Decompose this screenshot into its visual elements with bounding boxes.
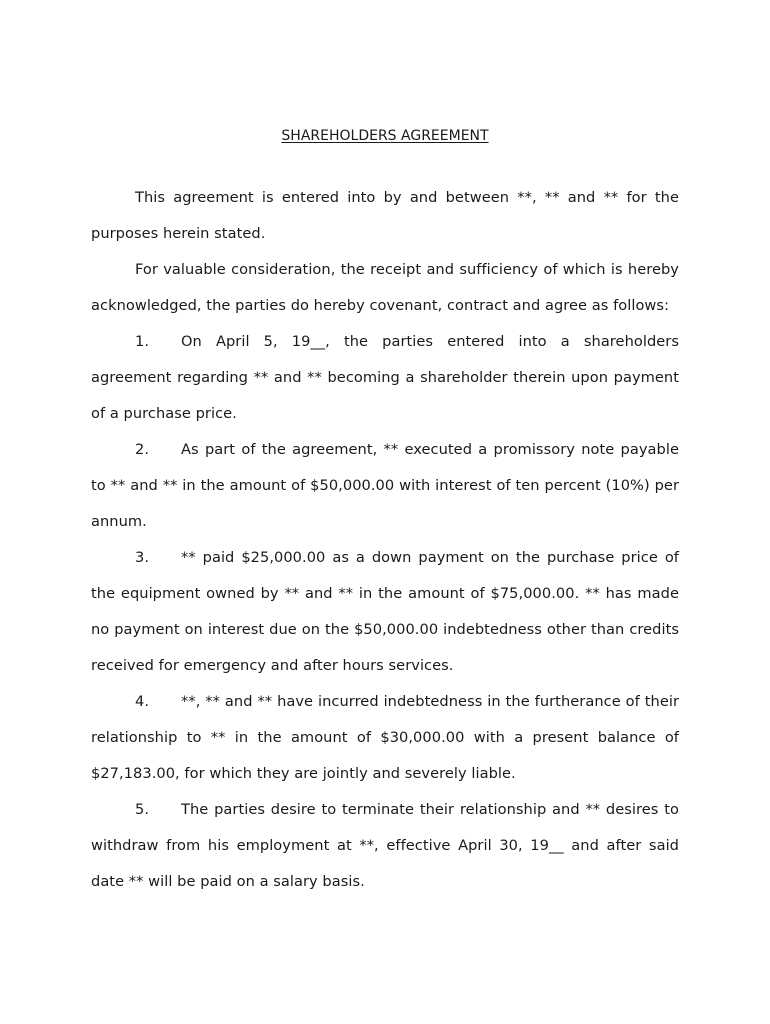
clause-text: The parties desire to terminate their relationship and ** desires to withdraw from his employment at **, effective April 30, 19__ and after said date ** will be paid on a salary basis. [91, 801, 679, 890]
document-body [91, 180, 679, 900]
clause-number: 4. [135, 693, 150, 710]
clause-number: 5. [135, 801, 150, 818]
intro-paragraph: This agreement is entered into by and between **, ** and ** for the purposes herein stated. [91, 189, 679, 242]
consideration-paragraph: For valuable consideration, the receipt and sufficiency of which is hereby acknowledged, the parties do hereby covenant, contract and agree as follows: [91, 261, 679, 314]
document-title: SHAREHOLDERS AGREEMENT [281, 128, 489, 144]
clause-3 [91, 540, 679, 684]
clause-1 [91, 324, 679, 432]
clause-number: 2. [135, 441, 150, 458]
clause-number: 3. [135, 549, 150, 566]
clause-5 [91, 792, 679, 900]
clause-text: As part of the agreement, ** executed a promissory note payable to ** and ** in the amount of $50,000.00 with interest of ten percent (10%) per annum. [91, 441, 679, 530]
clause-number: 1. [135, 333, 150, 350]
clause-4 [91, 684, 679, 792]
clause-text: ** paid $25,000.00 as a down payment on the purchase price of the equipment owned by ** and ** in the amount of $75,000.00. ** has made no payment on interest due on the $50,000.00 indebtedness other than credits received for emergency and after hours services. [91, 549, 679, 674]
clause-2 [91, 432, 679, 540]
clause-text: **, ** and ** have incurred indebtedness in the furtherance of their relationship to ** in the amount of $30,000.00 with a present balance of $27,183.00, for which they are jointly and severely liable. [91, 693, 679, 782]
clause-text: On April 5, 19__, the parties entered into a shareholders agreement regarding ** and ** becoming a shareholder therein upon payment of a purchase price. [91, 333, 679, 422]
